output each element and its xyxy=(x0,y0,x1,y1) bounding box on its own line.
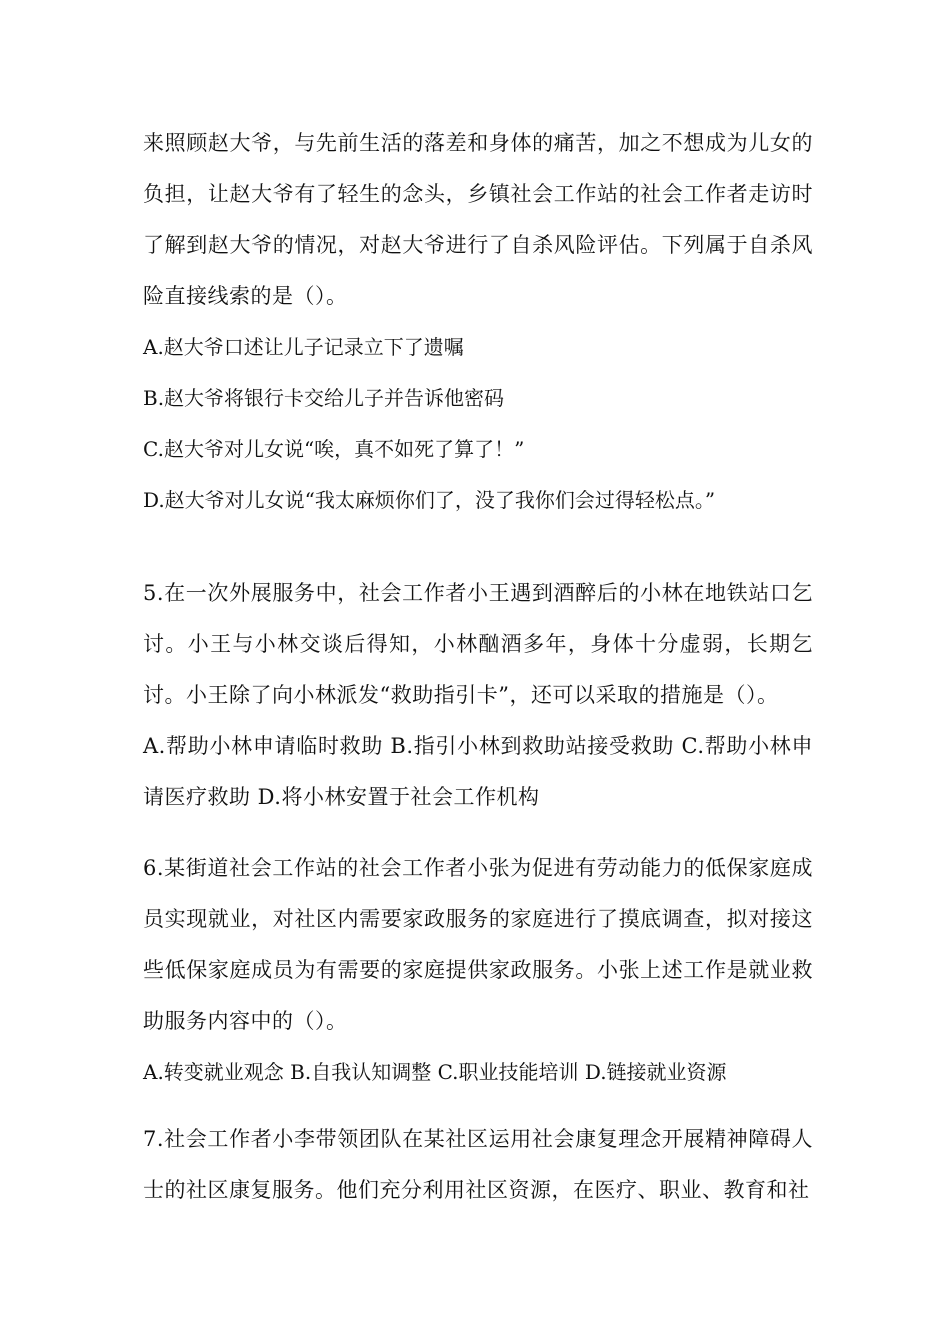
spacer xyxy=(143,1098,813,1114)
spacer xyxy=(143,526,813,568)
question-4-option-d: D.赵大爷对儿女说“我太麻烦你们了，没了我你们会过得轻松点。” xyxy=(143,488,716,512)
question-4-stem: 来照顾赵大爷，与先前生活的落差和身体的痛苦，加之不想成为儿女的负担，让赵大爷有了轻生的念头，乡镇社会工作站的社会工作者走访时了解到赵大爷的情况，对赵大爷进行了自杀风险评估。下列属于自杀风险直接线索的是（）。 xyxy=(143,131,813,308)
question-5-stem: 5.在一次外展服务中，社会工作者小王遇到酒醉后的小林在地铁站口乞讨。小王与小林交谈后得知，小林酗酒多年，身体十分虚弱，长期乞讨。小王除了向小林派发“救助指引卡”，还可以采取的措施是（）。 xyxy=(143,581,813,707)
question-4-option-c: C.赵大爷对儿女说“唉，真不如死了算了！” xyxy=(143,437,525,461)
question-7-stem: 7.社会工作者小李带领团队在某社区运用社会康复理念开展精神障碍人士的社区康复服务。他们充分利用社区资源，在医疗、职业、教育和社 xyxy=(143,1127,813,1202)
question-4-option-b: B.赵大爷将银行卡交给儿子并告诉他密码 xyxy=(143,386,505,410)
spacer xyxy=(143,823,813,843)
document-body xyxy=(143,118,813,1216)
question-6-stem: 6.某街道社会工作站的社会工作者小张为促进有劳动能力的低保家庭成员实现就业，对社区内需要家政服务的家庭进行了摸底调查，拟对接这些低保家庭成员为有需要的家庭提供家政服务。小张上述工作是就业救助服务内容中的（）。 xyxy=(143,856,813,1033)
question-4-option-a: A.赵大爷口述让儿子记录立下了遗嘱 xyxy=(143,335,464,359)
question-5-options: A.帮助小林申请临时救助 B.指引小林到救助站接受救助 C.帮助小林申请医疗救助 D.将小林安置于社会工作机构 xyxy=(143,734,813,809)
question-6-options: A.转变就业观念 B.自我认知调整 C.职业技能培训 D.链接就业资源 xyxy=(143,1060,727,1084)
